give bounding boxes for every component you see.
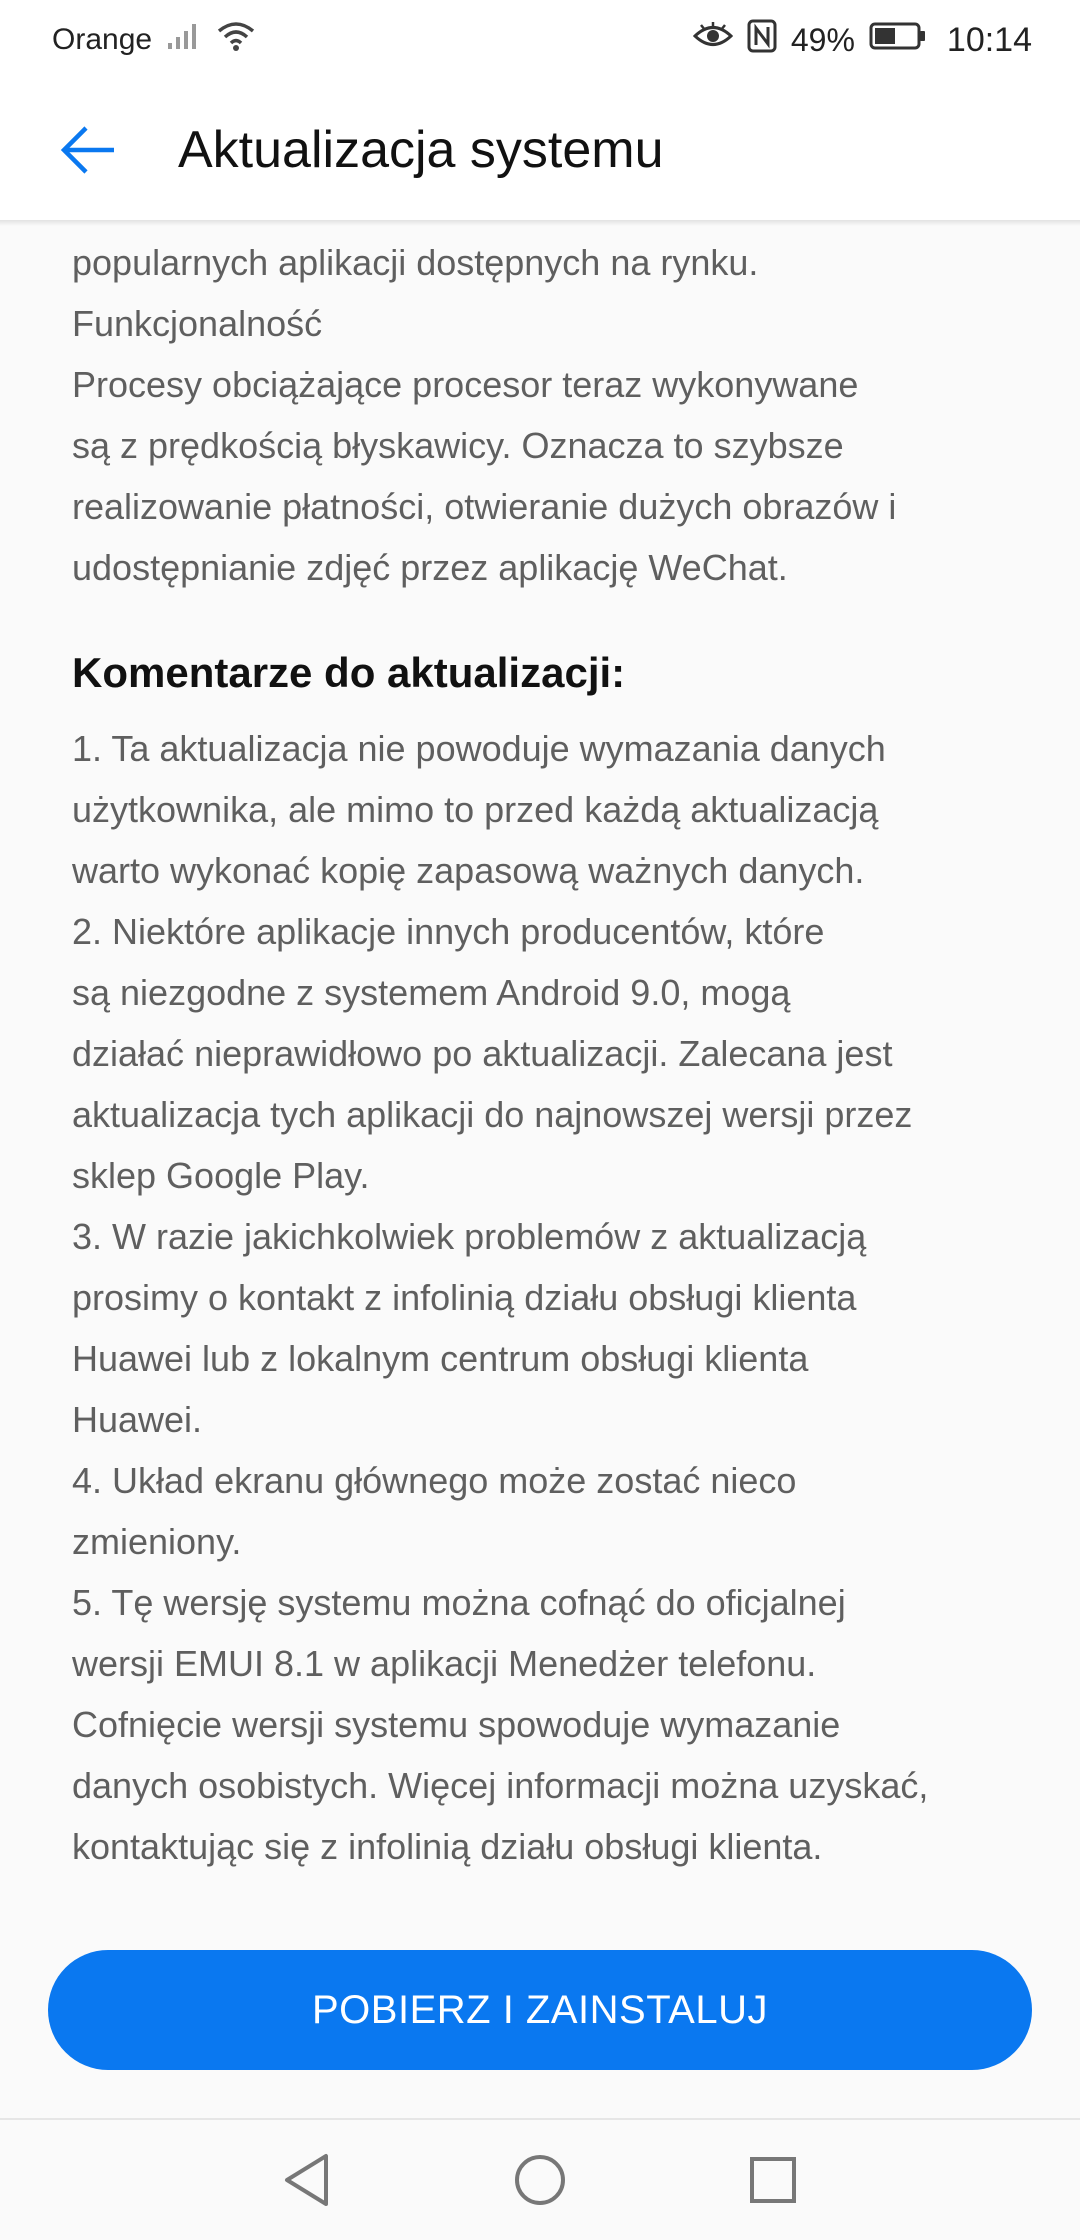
comments-heading: Komentarze do aktualizacji: <box>72 649 626 696</box>
nav-recents-button[interactable] <box>733 2140 813 2220</box>
text-line: zmieniony. <box>72 1521 242 1562</box>
battery-percent: 49% <box>790 21 855 58</box>
intro-section <box>72 232 1032 598</box>
nav-home-button[interactable] <box>500 2140 580 2220</box>
back-button[interactable] <box>40 102 136 198</box>
release-notes[interactable] <box>72 232 1032 1877</box>
text-line: Cofnięcie wersji systemu spowoduje wymazanie <box>72 1704 841 1745</box>
text-line: popularnych aplikacji dostępnych na rynku. <box>72 242 759 283</box>
text-line: prosimy o kontakt z infolinią działu obsługi klienta <box>72 1277 857 1318</box>
eye-icon <box>693 21 733 59</box>
text-line: są z prędkością błyskawicy. Oznacza to szybsze <box>72 425 844 466</box>
text-line: realizowanie płatności, otwieranie dużych obrazów i <box>72 486 897 527</box>
page-title: Aktualizacja systemu <box>178 121 664 179</box>
clock: 10:14 <box>946 20 1032 59</box>
app-bar-divider <box>0 220 1080 226</box>
wifi-icon <box>216 20 256 60</box>
text-line: kontaktując się z infolinią działu obsługi klienta. <box>72 1826 823 1867</box>
text-line: wersji EMUI 8.1 w aplikacji Menedżer telefonu. <box>72 1643 817 1684</box>
battery-icon <box>869 21 927 59</box>
status-right <box>693 19 1032 61</box>
text-line: działać nieprawidłowo po aktualizacji. Zalecana jest <box>72 1033 893 1074</box>
triangle-back-icon <box>282 2152 332 2208</box>
carrier-name: Orange <box>52 23 153 56</box>
signal-icon <box>166 21 202 59</box>
text-line: Procesy obciążające procesor teraz wykonywane <box>72 364 859 405</box>
text-line: użytkownika, ale mimo to przed każdą aktualizacją <box>72 789 879 830</box>
text-line: danych osobistych. Więcej informacji można uzyskać, <box>72 1765 929 1806</box>
arrow-left-icon <box>58 120 118 180</box>
text-line: warto wykonać kopię zapasową ważnych danych. <box>72 850 865 891</box>
text-line: udostępnianie zdjęć przez aplikację WeChat. <box>72 547 788 588</box>
text-line: 5. Tę wersję systemu można cofnąć do oficjalnej <box>72 1582 846 1623</box>
text-line: 1. Ta aktualizacja nie powoduje wymazania danych <box>72 728 886 769</box>
nfc-icon <box>747 19 777 61</box>
circle-home-icon <box>512 2152 568 2208</box>
status-bar <box>0 0 1080 80</box>
text-line: Huawei. <box>72 1399 203 1440</box>
download-install-button[interactable]: POBIERZ I ZAINSTALUJ <box>48 1950 1032 2070</box>
navigation-bar <box>0 2118 1080 2240</box>
comments-section <box>72 718 1032 1877</box>
app-bar <box>0 80 1080 220</box>
text-line: 3. W razie jakichkolwiek problemów z aktualizacją <box>72 1216 867 1257</box>
nav-back-button[interactable] <box>267 2140 347 2220</box>
text-line: 2. Niektóre aplikacje innych producentów, które <box>72 911 825 952</box>
square-recents-icon <box>748 2155 798 2205</box>
text-line: Huawei lub z lokalnym centrum obsługi klienta <box>72 1338 809 1379</box>
text-line: sklep Google Play. <box>72 1155 370 1196</box>
status-left <box>52 20 256 60</box>
text-line: są niezgodne z systemem Android 9.0, mogą <box>72 972 791 1013</box>
text-line: Funkcjonalność <box>72 303 323 344</box>
text-line: aktualizacja tych aplikacji do najnowszej wersji przez <box>72 1094 913 1135</box>
text-line: 4. Układ ekranu głównego może zostać nieco <box>72 1460 797 1501</box>
